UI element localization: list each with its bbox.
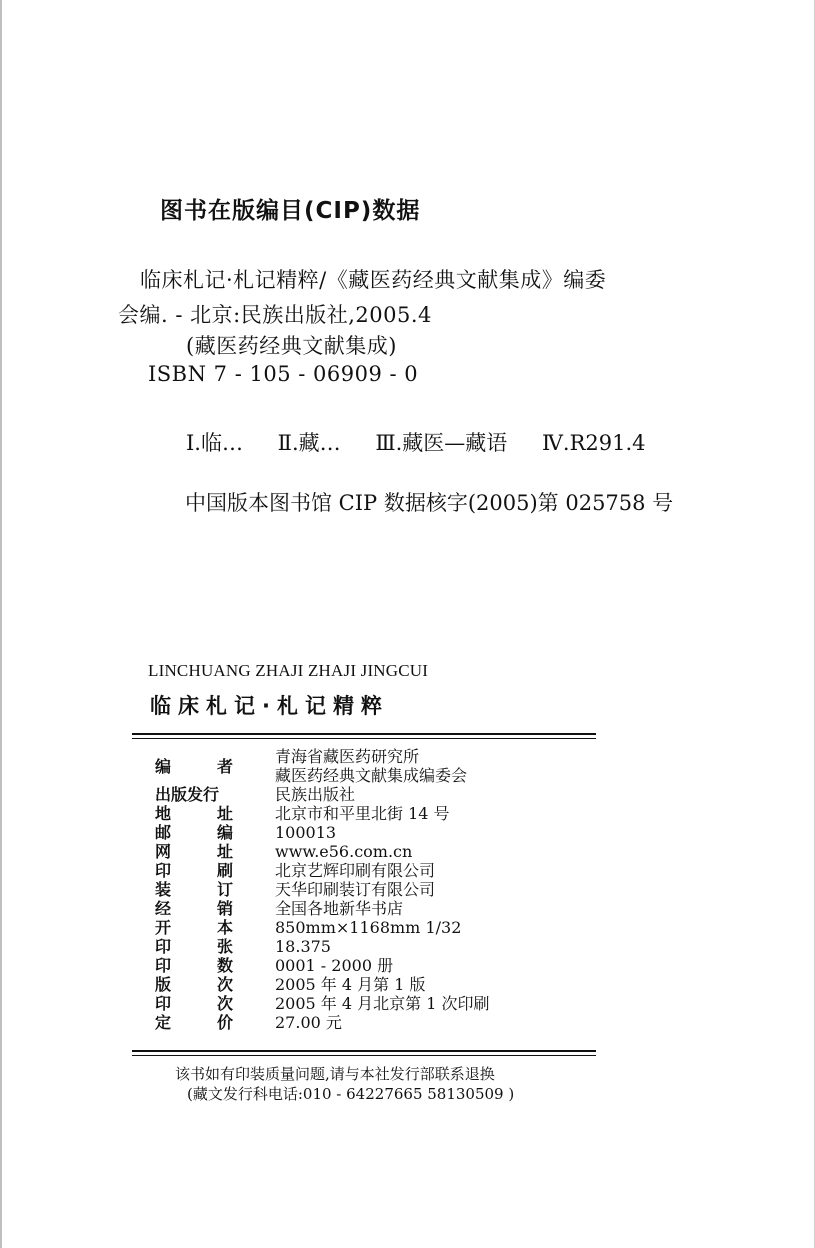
label-char: 次: [216, 994, 233, 1013]
label-char: 定: [155, 1013, 172, 1032]
colophon-label: [155, 880, 275, 899]
colophon-label: [155, 842, 275, 861]
colophon-row-sheets: [155, 937, 585, 956]
label-char: 印: [155, 956, 172, 975]
colophon-value: www.e56.com.cn: [275, 842, 413, 861]
colophon-row-website: [155, 842, 585, 861]
colophon-value: 27.00 元: [275, 1013, 342, 1032]
label-char: 印: [155, 861, 172, 880]
colophon-value: 100013: [275, 823, 337, 842]
colophon-label: [155, 899, 275, 918]
cip-verify-number: 中国版本图书馆 CIP 数据核字(2005)第 025758 号: [185, 491, 674, 515]
colophon-label: 出版发行: [155, 785, 220, 804]
colophon-table: [155, 747, 585, 1032]
label-char: 销: [216, 899, 233, 918]
colophon-value: 0001 - 2000 册: [275, 956, 394, 975]
colophon-label: [155, 823, 275, 842]
editor-value-1: 青海省藏医药研究所: [275, 747, 420, 766]
colophon-label: [155, 937, 275, 956]
return-notice: [175, 1064, 514, 1104]
colophon-top-rule: [132, 733, 596, 739]
label-char: 次: [216, 975, 233, 994]
colophon-row-edition: [155, 975, 585, 994]
colophon-label: [155, 918, 275, 937]
colophon-label: [155, 1013, 275, 1032]
label-char: 址: [216, 804, 233, 823]
colophon-value: 2005 年 4 月第 1 版: [275, 975, 426, 994]
label-char: 编: [155, 756, 172, 776]
cip-line-2: 会编. - 北京:民族出版社,2005.4: [118, 303, 432, 327]
cip-line-1: 临床札记·札记精粹/《藏医药经典文献集成》编委: [140, 268, 607, 292]
label-char: 开: [155, 918, 172, 937]
label-char: 订: [216, 880, 233, 899]
cip-class-1: Ⅰ.临…: [186, 431, 243, 455]
cip-isbn: ISBN 7 - 105 - 06909 - 0: [148, 362, 419, 386]
colophon-row-distributor: [155, 899, 585, 918]
colophon-value: 2005 年 4 月北京第 1 次印刷: [275, 994, 490, 1013]
book-title-pinyin: LINCHUANG ZHAJI ZHAJI JINGCUI: [148, 661, 429, 680]
colophon-value: 850mm×1168mm 1/32: [275, 918, 462, 937]
label-char: 本: [216, 918, 233, 937]
label-char: 印: [155, 994, 172, 1013]
editor-value-2: 藏医药经典文献集成编委会: [275, 766, 468, 785]
colophon-label: [155, 747, 275, 785]
colophon-label: [155, 804, 275, 823]
cip-class-2: Ⅱ.藏…: [277, 431, 341, 455]
colophon-value: 北京艺辉印刷有限公司: [275, 861, 436, 880]
colophon-row-binder: [155, 880, 585, 899]
label-char: 网: [155, 842, 172, 861]
notice-line-1: 该书如有印装质量问题,请与本社发行部联系退换: [175, 1065, 495, 1083]
colophon-row-price: [155, 1013, 585, 1032]
colophon-row-print-run: [155, 956, 585, 975]
colophon-value: 民族出版社: [275, 785, 356, 804]
label-char: 址: [216, 842, 233, 861]
colophon-row-address: [155, 804, 585, 823]
label-char: 邮: [155, 823, 172, 842]
colophon-bottom-rule: [132, 1050, 596, 1056]
label-char: 者: [216, 756, 233, 776]
label-char: 编: [216, 823, 233, 842]
colophon-label: [155, 975, 275, 994]
colophon-row-postcode: [155, 823, 585, 842]
colophon-value: 北京市和平里北街 14 号: [275, 804, 450, 823]
label-char: 刷: [216, 861, 233, 880]
label-char: 版: [155, 975, 172, 994]
cip-classification: [186, 427, 646, 457]
book-title: 临床札记·札记精粹: [150, 694, 389, 718]
colophon-row-publisher: [155, 785, 585, 804]
label-char: 价: [216, 1013, 233, 1032]
colophon-value: 天华印刷装订有限公司: [275, 880, 436, 899]
cip-class-3: Ⅲ.藏医—藏语: [375, 431, 508, 455]
colophon-row-printer: [155, 861, 585, 880]
colophon-value: 18.375: [275, 937, 331, 956]
cip-class-4: Ⅳ.R291.4: [541, 431, 646, 455]
colophon-label: [155, 994, 275, 1013]
label-char: 印: [155, 937, 172, 956]
notice-line-2: (藏文发行科电话:010 - 64227665 58130509 ): [187, 1085, 515, 1103]
colophon-value: 全国各地新华书店: [275, 899, 404, 918]
cip-title: 图书在版编目(CIP)数据: [160, 198, 421, 224]
label-char: 装: [155, 880, 172, 899]
page-left-edge: [0, 0, 2, 1248]
cip-line-3: (藏医药经典文献集成): [186, 334, 397, 358]
label-char: 张: [216, 937, 233, 956]
label-char: 地: [155, 804, 172, 823]
colophon-label: [155, 861, 275, 880]
colophon-row-format: [155, 918, 585, 937]
colophon-row-impression: [155, 994, 585, 1013]
colophon-row-editor: [155, 747, 585, 785]
label-char: 数: [216, 956, 233, 975]
colophon-value: [275, 747, 585, 785]
label-char: 经: [155, 899, 172, 918]
colophon-label: [155, 956, 275, 975]
